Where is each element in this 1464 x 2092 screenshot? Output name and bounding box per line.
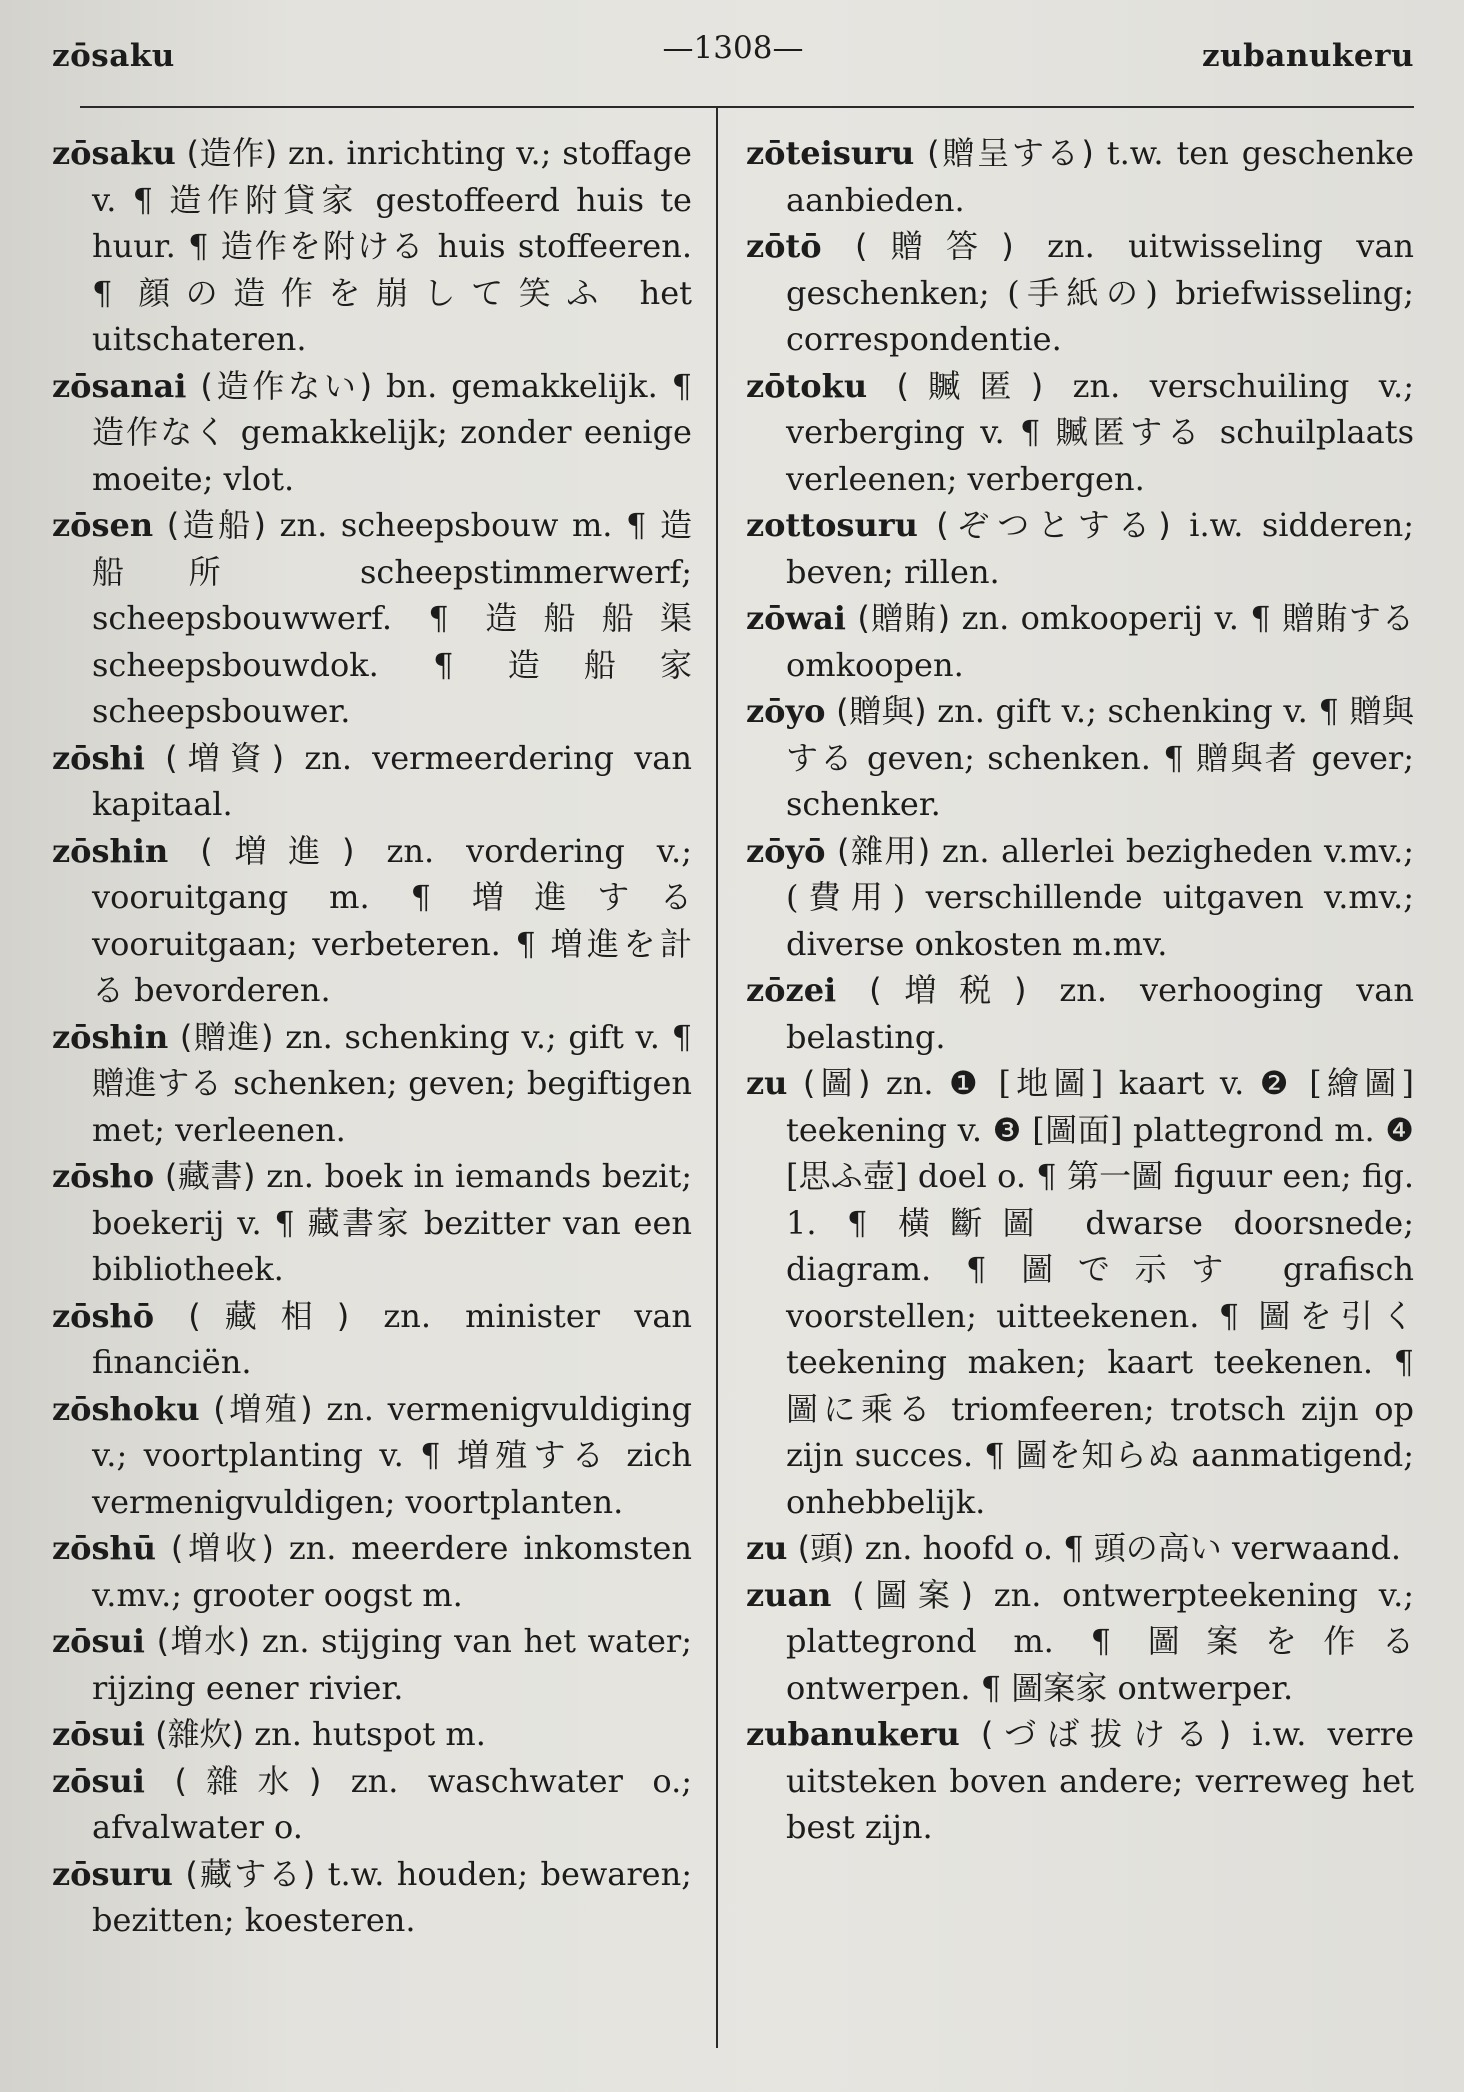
entry-definition: zn. verschuiling v.; verberging v. ¶ 贓匿する schuilplaats verleenen; verbergen. xyxy=(786,366,1414,498)
entry-kanji: (贈賄) xyxy=(857,599,951,637)
dictionary-entry xyxy=(746,828,1414,968)
entry-headword: zōsui xyxy=(52,1761,145,1800)
entry-definition: zn. minister van financiën. xyxy=(92,1296,693,1381)
entry-kanji: (増殖) xyxy=(213,1389,313,1428)
entry-headword: zōsho xyxy=(52,1157,155,1195)
entry-definition: zn. scheepsbouw m. ¶ 造船所 scheepstimmerwerf; scheepsbouwwerf. ¶ 造船船渠 scheepsbouwdok. ¶ 造船家 scheepsbouwer. xyxy=(92,506,693,730)
entry-kanji: (造作) xyxy=(186,134,278,172)
dictionary-entry xyxy=(52,1153,692,1293)
entry-definition: t.w. houden; bewaren; bezitten; koesteren. xyxy=(92,1854,693,1939)
entry-definition: zn. hoofd o. ¶ 頭の高い verwaand. xyxy=(864,1529,1402,1567)
entry-headword: zōshin xyxy=(52,831,169,870)
dictionary-entry xyxy=(52,502,692,735)
dictionary-entry xyxy=(52,828,692,1014)
entry-kanji: (増税) xyxy=(869,971,1027,1009)
entry-definition: zn. ❶ [地圖] kaart v. ❷ [繪圖] teekening v. ❸ [圖面] plattegrond m. ❹ [思ふ壺] doel o. ¶ 第一圖 figuur een; fig. 1. ¶ 橫斷圖 dwarse doorsnede; diagram. ¶ 圖で示す grafisch voorstellen; uitteekenen. ¶ 圖を引く teekening maken; kaart teekenen. ¶ 圖に乘る triomfeeren; trotsch zijn op zijn succes. ¶ 圖を知らぬ aanmatigend; onhebbelijk. xyxy=(786,1064,1414,1521)
dictionary-entry xyxy=(746,967,1414,1060)
entry-kanji: (贈進) xyxy=(179,1017,274,1056)
entry-headword: zōsui xyxy=(52,1622,145,1660)
entry-definition: zn. vordering v.; vooruitgang m. ¶ 増進する vooruitgaan; verbeteren. ¶ 増進を計る bevorderen. xyxy=(92,831,693,1009)
dictionary-entry xyxy=(52,1758,692,1851)
entry-kanji: (雜水) xyxy=(174,1761,322,1800)
entry-definition: zn. boek in iemands bezit; boekerij v. ¶ 藏書家 bezitter van een bibliotheek. xyxy=(92,1157,693,1288)
entry-headword: zōsui xyxy=(52,1715,145,1753)
entry-headword: zōsaku xyxy=(52,134,176,172)
entry-kanji: (贈答) xyxy=(855,227,1014,265)
entry-definition: zn. omkooperij v. ¶ 贈賄する omkoopen. xyxy=(786,599,1414,684)
entry-kanji: (藏相) xyxy=(188,1296,350,1335)
entry-definition: zn. uitwisseling van geschenken; (手紙の) briefwisseling; correspondentie. xyxy=(786,227,1414,358)
entry-definition: bn. gemakkelijk. ¶ 造作なく gemakkelijk; zonder eenige moeite; vlot. xyxy=(92,366,693,498)
entry-headword: zubanukeru xyxy=(746,1715,960,1753)
entry-headword: zōsuru xyxy=(52,1854,173,1893)
entry-definition: i.w. sidderen; beven; rillen. xyxy=(786,506,1414,591)
entry-kanji: (増收) xyxy=(170,1529,274,1567)
dictionary-entry xyxy=(746,1711,1414,1851)
entry-kanji: (増資) xyxy=(165,738,285,777)
dictionary-entry xyxy=(52,1525,692,1618)
entry-kanji: (贓匿) xyxy=(896,366,1044,405)
entry-headword: zuan xyxy=(746,1575,832,1614)
entry-headword: zōsen xyxy=(52,506,154,544)
dictionary-entry xyxy=(52,1618,692,1711)
entry-definition: zn. allerlei bezigheden v.mv.; (費用) verschillende uitgaven v.mv.; diverse onkosten m.mv. xyxy=(786,831,1414,963)
entry-kanji: (藏する) xyxy=(185,1854,316,1893)
dictionary-entry xyxy=(746,130,1414,223)
entry-headword: zōzei xyxy=(746,971,837,1009)
entry-kanji: (雜炊) xyxy=(155,1715,245,1753)
left-column xyxy=(52,108,716,2048)
entry-definition: i.w. verre uitsteken boven andere; verreweg het best zijn. xyxy=(786,1715,1414,1846)
dictionary-entry xyxy=(52,1014,692,1154)
entry-headword: zōshū xyxy=(52,1529,157,1567)
entry-definition: zn. stijging van het water; rijzing eener rivier. xyxy=(92,1622,692,1707)
entry-definition: zn. gift v.; schenking v. ¶ 贈與する geven; schenken. ¶ 贈與者 gever; schenker. xyxy=(786,692,1414,823)
entry-kanji: (造作ない) xyxy=(200,366,373,405)
entry-kanji: (ぞつとする) xyxy=(936,506,1171,544)
entry-kanji: (造船) xyxy=(166,506,267,544)
entry-headword: zōtoku xyxy=(746,366,868,405)
entry-kanji: (雜用) xyxy=(837,831,931,870)
entry-definition: t.w. ten geschenke aanbieden. xyxy=(786,134,1414,219)
entry-kanji: (増水) xyxy=(156,1622,251,1660)
entry-kanji: (贈呈する) xyxy=(927,134,1094,172)
dictionary-entry xyxy=(52,1851,692,1944)
entry-definition: zn. vermeerdering van kapitaal. xyxy=(92,738,692,823)
entry-kanji: (贈與) xyxy=(836,692,927,730)
entry-headword: zōsanai xyxy=(52,366,187,405)
entry-headword: zottosuru xyxy=(746,506,918,544)
entry-definition: zn. verhooging van belasting. xyxy=(786,971,1414,1056)
entry-definition: zn. ontwerpteekening v.; plattegrond m. ¶ 圖案を作る ontwerpen. ¶ 圖案家 ontwerper. xyxy=(786,1575,1414,1707)
entry-headword: zōtō xyxy=(746,227,822,265)
dictionary-entry xyxy=(52,735,692,828)
right-column xyxy=(716,108,1414,2048)
dictionary-entry xyxy=(52,130,692,363)
entry-headword: zōwai xyxy=(746,599,846,637)
entry-headword: zōshō xyxy=(52,1296,155,1335)
dictionary-entry xyxy=(52,1386,692,1526)
dictionary-entry xyxy=(746,1060,1414,1525)
dictionary-entry xyxy=(746,688,1414,828)
entry-headword: zōshin xyxy=(52,1017,169,1056)
dictionary-entry xyxy=(746,1572,1414,1712)
entry-kanji: (藏書) xyxy=(164,1157,256,1195)
dictionary-entry xyxy=(746,595,1414,688)
page-number: —1308— xyxy=(662,30,804,66)
entry-definition: zn. waschwater o.; afvalwater o. xyxy=(92,1761,693,1846)
entry-headword: zōshoku xyxy=(52,1389,200,1428)
dictionary-entry xyxy=(746,502,1414,595)
entry-definition: zn. meerdere inkomsten v.mv.; grooter oogst m. xyxy=(92,1529,693,1614)
running-head-right: zubanukeru xyxy=(1201,38,1414,74)
entry-kanji: (圖案) xyxy=(852,1575,973,1614)
entry-headword: zōteisuru xyxy=(746,134,915,172)
columns xyxy=(52,108,1414,2048)
entry-kanji: (増進) xyxy=(200,831,355,870)
entry-headword: zu xyxy=(746,1529,788,1567)
entry-headword: zōshi xyxy=(52,738,145,777)
entry-definition: zn. schenking v.; gift v. ¶ 贈進する schenken; geven; begiftigen met; verleenen. xyxy=(92,1017,693,1149)
entry-definition: zn. hutspot m. xyxy=(254,1715,486,1753)
dictionary-entry xyxy=(746,363,1414,503)
dictionary-entry xyxy=(746,1525,1414,1572)
dictionary-entry xyxy=(746,223,1414,363)
entry-kanji: (圖) xyxy=(802,1064,871,1102)
entry-headword: zōyo xyxy=(746,692,826,730)
dictionary-entry xyxy=(52,1711,692,1758)
running-head-left: zōsaku xyxy=(52,38,175,74)
dictionary-entry xyxy=(52,1293,692,1386)
entry-headword: zu xyxy=(746,1064,788,1102)
entry-kanji: (づば拔ける) xyxy=(980,1715,1232,1753)
dictionary-entry xyxy=(52,363,692,503)
entry-kanji: (頭) xyxy=(797,1529,855,1567)
entry-definition: zn. vermenigvuldiging v.; voortplanting v. ¶ 増殖する zich vermenigvuldigen; voortplanten. xyxy=(92,1389,692,1521)
page-header xyxy=(52,30,1414,100)
entry-definition: zn. inrichting v.; stoffage v. ¶ 造作附貸家 gestoffeerd huis te huur. ¶ 造作を附ける huis stoffeeren. ¶ 顔の造作を崩して笑ふ het uitschateren. xyxy=(92,134,692,358)
entry-headword: zōyō xyxy=(746,831,826,870)
